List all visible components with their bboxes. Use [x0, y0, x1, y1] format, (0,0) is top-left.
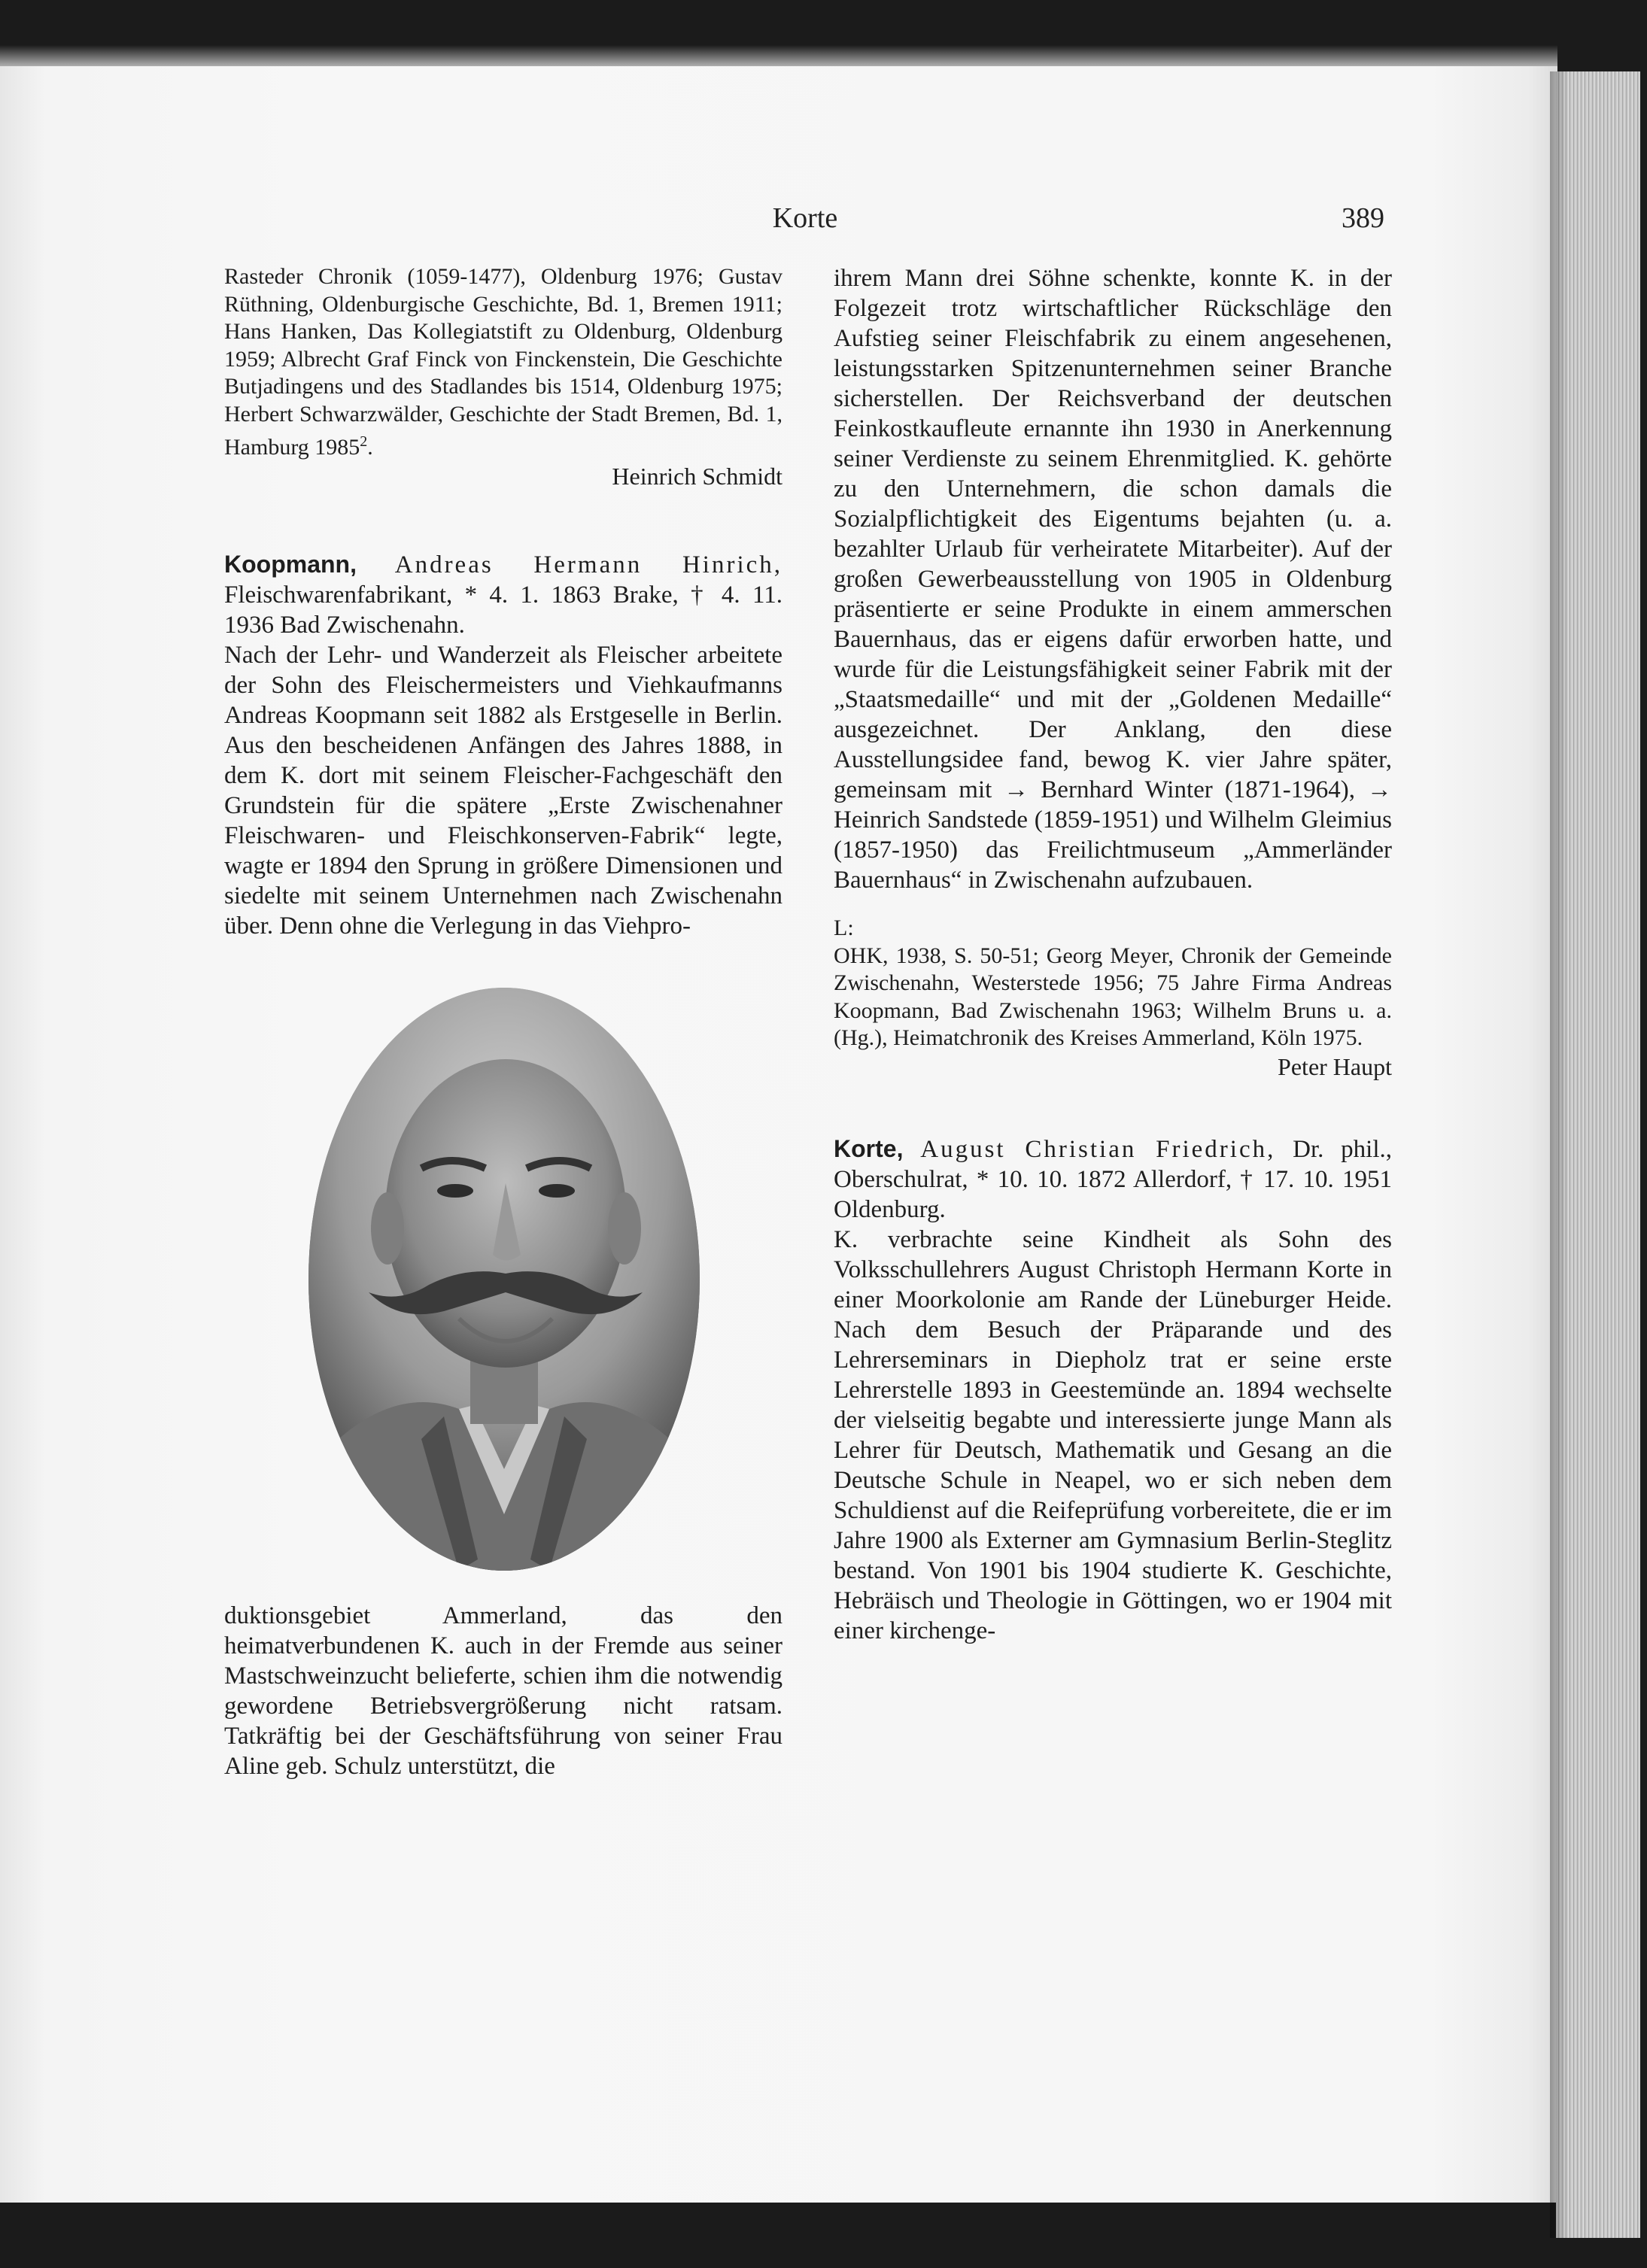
koopmann-text-part-2: duktionsgebiet Ammerland, das den heimatverbundenen K. auch in der Fremde aus seiner Mastschweinzucht belieferte, schien ihm die notwendig gewordene Betriebsvergrößerung nicht ratsam. Tatkräftig bei der Geschäftsführung von seiner Frau Aline geb. Schulz unterstützt, die [224, 1602, 782, 1780]
literature-label: L: [834, 915, 854, 940]
references-end: . [367, 435, 373, 460]
page-edge-shade [1550, 71, 1568, 2238]
lemma-korte: Korte, [834, 1134, 904, 1162]
entry-koopmann-heading [224, 549, 782, 640]
koopmann-given-names: Andreas Hermann Hinrich, [394, 551, 783, 578]
edition-superscript: 2 [360, 433, 368, 450]
right-column [834, 263, 1392, 1646]
lemma-koopmann: Koopmann, [224, 550, 357, 578]
koopmann-text-part-1: Nach der Lehr- und Wanderzeit als Fleischer arbeitete der Sohn des Fleischermeisters und Viehkaufmanns Andreas Koopmann seit 1882 als Erstgeselle in Berlin. Aus den bescheidenen Anfängen des Jahres 1888, in dem K. dort mit seinem Fleischer-Fachgeschäft den Grundstein für die spätere „Erste Zwischenahner Fleischwaren- und Fleischkonserven-Fabrik“ legte, wagte er 1894 den Sprung in größere Dimensionen und siedelte mit seinem Unternehmen nach Zwischenahn über. Denn ohne die Verlegung in das Viehpro- [224, 641, 782, 940]
previous-entry-references [224, 263, 782, 462]
koopmann-dates: Fleischwarenfabrikant, * 4. 1. 1863 Brake, † 4. 11. 1936 Bad Zwischenahn. [224, 581, 782, 639]
korte-text: K. verbrachte seine Kindheit als Sohn des Volksschullehrers August Christoph Hermann Korte in einer Moorkolonie am Rande der Lüneburger Heide. Nach dem Besuch der Präparande und des Lehrerseminars in Diepholz trat er seine erste Lehrerstelle 1893 in Geestemünde an. 1894 wechselte der vielseitig begabte und interessierte junge Mann als Lehrer für Deutsch, Mathematik und Gesang an die Deutsche Schule in Neapel, wo er sich neben dem Schuldienst auf die Reifeprüfung vorbereitete, die er im Jahre 1900 als Externer am Gymnasium Berlin-Steglitz bestand. Von 1901 bis 1904 studierte K. Geschichte, Hebräisch und Theologie in Göttingen, wo er 1904 mit einer kirchenge- [834, 1225, 1392, 1644]
koopmann-text-part-3: ihrem Mann drei Söhne schenkte, konnte K. in der Folgezeit trotz wirtschaftlicher Rückschläge den Aufstieg seiner Fleischfabrik zu einem angesehenen, leistungsstarken Spitzenunternehmen seiner Branche sicherstellen. Der Reichsverband der deutschen Feinkostkaufleute ernannte ihn 1930 in Anerkennung seiner Verdienste zu seinem Ehrenmitglied. K. gehörte zu den Unternehmern, die schon damals die Sozialpflichtigkeit des Eigentums bejahten (u. a. bezahlter Urlaub für verheiratete Mitarbeiter). Auf der großen Gewerbeausstellung von 1905 in Oldenburg präsentierte er seine Produkte in einem ammerschen Bauernhaus, das er eigens dafür erworben hatte, und wurde für die Leistungsfähigkeit seiner Fabrik mit der „Staatsmedaille“ und mit der „Goldenen Medaille“ ausgezeichnet. Der Anklang, den diese Ausstellungsidee fand, bewog K. vier Jahre später, gemeinsam mit → Bernhard Winter (1871-1964), → Heinrich Sandstede (1859-1951) und Wilhelm Gleimius (1857-1950) das Freilichtmuseum „Ammerländer Bauernhaus“ in Zwischenahn aufzubauen. [834, 265, 1392, 894]
korte-given-names: August Christian Friedrich, [920, 1135, 1276, 1163]
left-column [224, 263, 782, 1781]
portrait-photo-koopmann [308, 988, 700, 1571]
korte-dates: Dr. phil., Oberschulrat, * 10. 10. 1872 Allerdorf, † 17. 10. 1951 Oldenburg. [834, 1135, 1392, 1223]
entry-korte-heading [834, 1134, 1392, 1225]
running-header-title: Korte [772, 202, 838, 234]
koopmann-entry-author: Peter Haupt [1278, 1052, 1392, 1080]
literature-references: OHK, 1938, S. 50-51; Georg Meyer, Chronik der Gemeinde Zwischenahn, Westerstede 1956; 75 Jahre Firma Andreas Koopmann, Bad Zwischenahn 1963; Wilhelm Bruns u. a. (Hg.), Heimatchronik des Kreises Ammerland, Köln 1975. [834, 943, 1392, 1050]
previous-entry-author: Heinrich Schmidt [612, 462, 782, 490]
page-number: 389 [1342, 202, 1384, 234]
references-text: Rasteder Chronik (1059-1477), Oldenburg 1976; Gustav Rüthning, Oldenburgische Geschichte, Bd. 1, Bremen 1911; Hans Hanken, Das Kollegiatstift zu Oldenburg, Oldenburg 1959; Albrecht Graf Finck von Finckenstein, Die Geschichte Butjadingens und des Stadlandes bis 1514, Oldenburg 1975; Herbert Schwarzwälder, Geschichte der Stadt Bremen, Bd. 1, Hamburg 1985 [224, 264, 782, 460]
page-block-edge [1556, 71, 1640, 2238]
portrait-illustration [308, 988, 700, 1571]
